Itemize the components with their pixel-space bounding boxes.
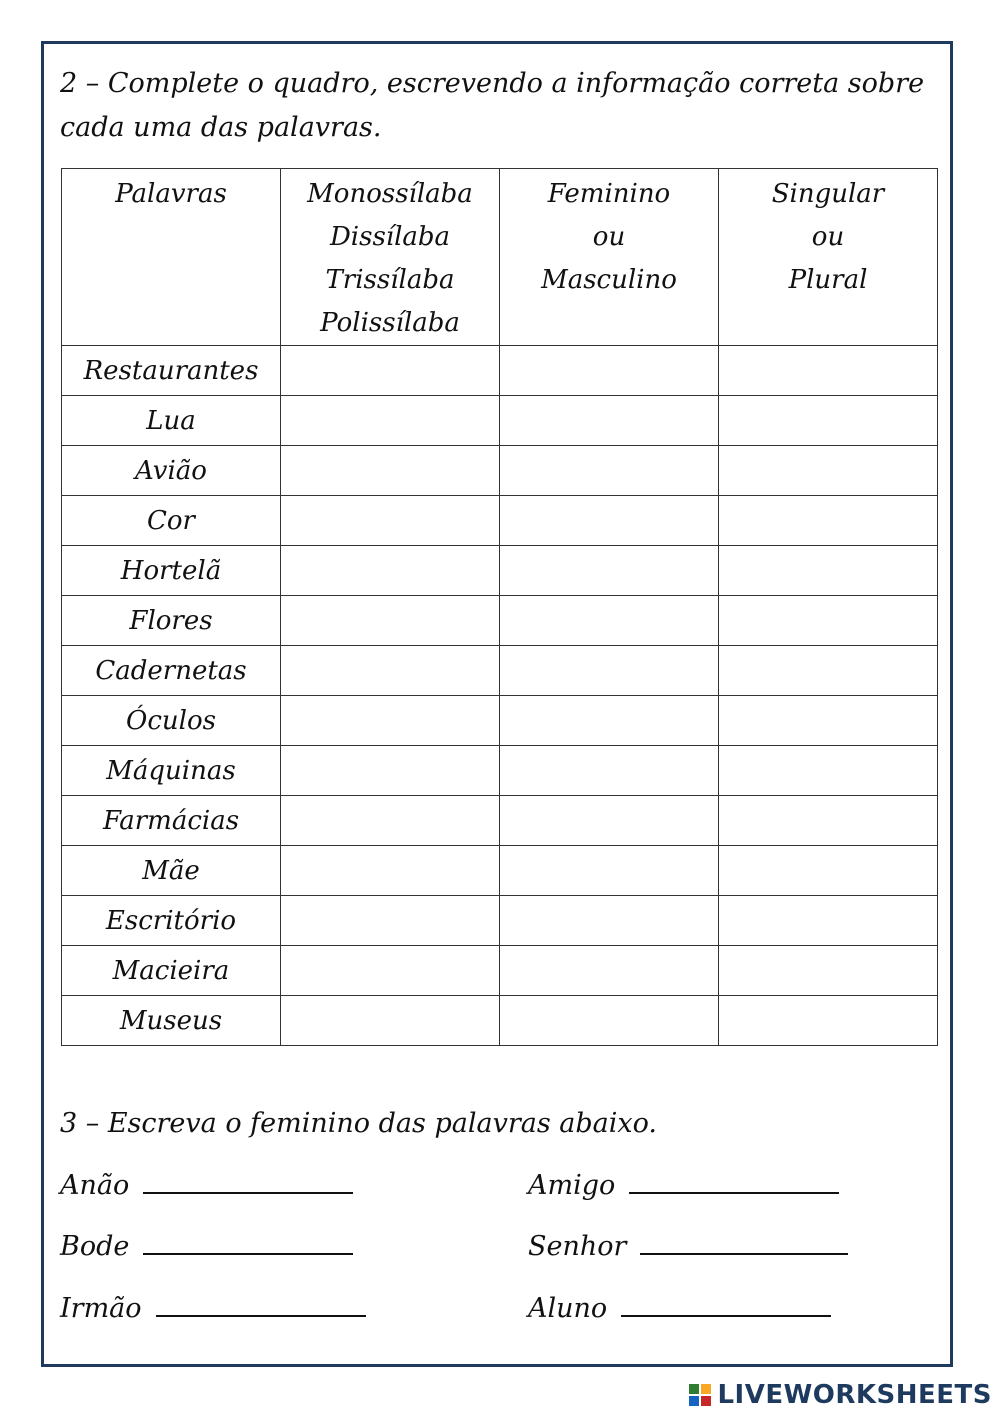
table-row [62,396,938,446]
word-cell: Macieira [62,946,281,996]
fill-item-anao [60,1170,380,1201]
answer-genero-cell[interactable] [500,946,719,996]
answer-numero-cell[interactable] [719,596,938,646]
answer-numero-cell[interactable] [719,346,938,396]
table-row [62,996,938,1046]
header-palavras: Palavras [62,169,281,346]
answer-silabas-cell[interactable] [281,596,500,646]
answer-silabas-cell[interactable] [281,796,500,846]
word-cell: Hortelã [62,546,281,596]
answer-line[interactable] [143,1252,353,1255]
fill-word: Bode [60,1231,130,1262]
question-3-title: 3 – Escreva o feminino das palavras abaixo. [60,1108,657,1139]
fill-item-irmao [60,1293,380,1324]
answer-silabas-cell[interactable] [281,646,500,696]
word-cell: Museus [62,996,281,1046]
liveworksheets-logo[interactable] [689,1379,992,1411]
table-row [62,746,938,796]
table-row [62,796,938,846]
answer-silabas-cell[interactable] [281,446,500,496]
answer-silabas-cell[interactable] [281,696,500,746]
answer-numero-cell[interactable] [719,446,938,496]
answer-line[interactable] [640,1252,848,1255]
fill-item-amigo [528,1170,848,1201]
answer-genero-cell[interactable] [500,896,719,946]
answer-silabas-cell[interactable] [281,996,500,1046]
answer-numero-cell[interactable] [719,796,938,846]
fill-word: Aluno [528,1293,608,1324]
fill-item-senhor [528,1231,848,1262]
word-cell: Avião [62,446,281,496]
answer-numero-cell[interactable] [719,546,938,596]
table-row [62,646,938,696]
answer-numero-cell[interactable] [719,946,938,996]
answer-silabas-cell[interactable] [281,346,500,396]
answer-numero-cell[interactable] [719,396,938,446]
answer-genero-cell[interactable] [500,996,719,1046]
table-header-row [62,169,938,346]
logo-blocks-icon [689,1384,711,1406]
word-cell: Escritório [62,896,281,946]
answer-genero-cell[interactable] [500,396,719,446]
answer-silabas-cell[interactable] [281,746,500,796]
answer-genero-cell[interactable] [500,746,719,796]
table-row [62,946,938,996]
answer-numero-cell[interactable] [719,696,938,746]
table-row [62,496,938,546]
word-cell: Óculos [62,696,281,746]
answer-numero-cell[interactable] [719,896,938,946]
answer-line[interactable] [621,1314,831,1317]
logo-text: LIVEWORKSHEETS [717,1380,992,1410]
answer-silabas-cell[interactable] [281,946,500,996]
word-cell: Lua [62,396,281,446]
word-cell: Restaurantes [62,346,281,396]
answer-numero-cell[interactable] [719,496,938,546]
table-row [62,346,938,396]
answer-line[interactable] [156,1314,366,1317]
answer-genero-cell[interactable] [500,846,719,896]
fill-item-aluno [528,1293,848,1324]
answer-genero-cell[interactable] [500,546,719,596]
table-row [62,596,938,646]
answer-genero-cell[interactable] [500,696,719,746]
question-2-title: 2 – Complete o quadro, escrevendo a informação correta sobre cada uma das palavras. [60,68,925,143]
answer-genero-cell[interactable] [500,646,719,696]
answer-genero-cell[interactable] [500,596,719,646]
answer-numero-cell[interactable] [719,746,938,796]
table-row [62,896,938,946]
answer-line[interactable] [143,1191,353,1194]
table-row [62,696,938,746]
table-row [62,546,938,596]
answer-numero-cell[interactable] [719,996,938,1046]
word-classification-table [61,168,938,1046]
answer-silabas-cell[interactable] [281,396,500,446]
answer-numero-cell[interactable] [719,846,938,896]
answer-line[interactable] [629,1191,839,1194]
answer-genero-cell[interactable] [500,346,719,396]
word-cell: Mãe [62,846,281,896]
answer-silabas-cell[interactable] [281,896,500,946]
header-silabas: Monossílaba Dissílaba Trissílaba Polissílaba [281,169,500,346]
word-cell: Flores [62,596,281,646]
fill-word: Amigo [528,1170,616,1201]
table-body [62,346,938,1046]
word-cell: Farmácias [62,796,281,846]
fill-word: Irmão [60,1293,142,1324]
answer-silabas-cell[interactable] [281,846,500,896]
word-cell: Máquinas [62,746,281,796]
answer-numero-cell[interactable] [719,646,938,696]
fill-word: Senhor [528,1231,627,1262]
table-row [62,446,938,496]
table-row [62,846,938,896]
answer-genero-cell[interactable] [500,496,719,546]
header-genero: Feminino ou Masculino [500,169,719,346]
fill-word: Anão [60,1170,130,1201]
word-cell: Cadernetas [62,646,281,696]
answer-genero-cell[interactable] [500,446,719,496]
answer-genero-cell[interactable] [500,796,719,846]
fill-item-bode [60,1231,380,1262]
answer-silabas-cell[interactable] [281,546,500,596]
word-cell: Cor [62,496,281,546]
header-numero: Singular ou Plural [719,169,938,346]
answer-silabas-cell[interactable] [281,496,500,546]
